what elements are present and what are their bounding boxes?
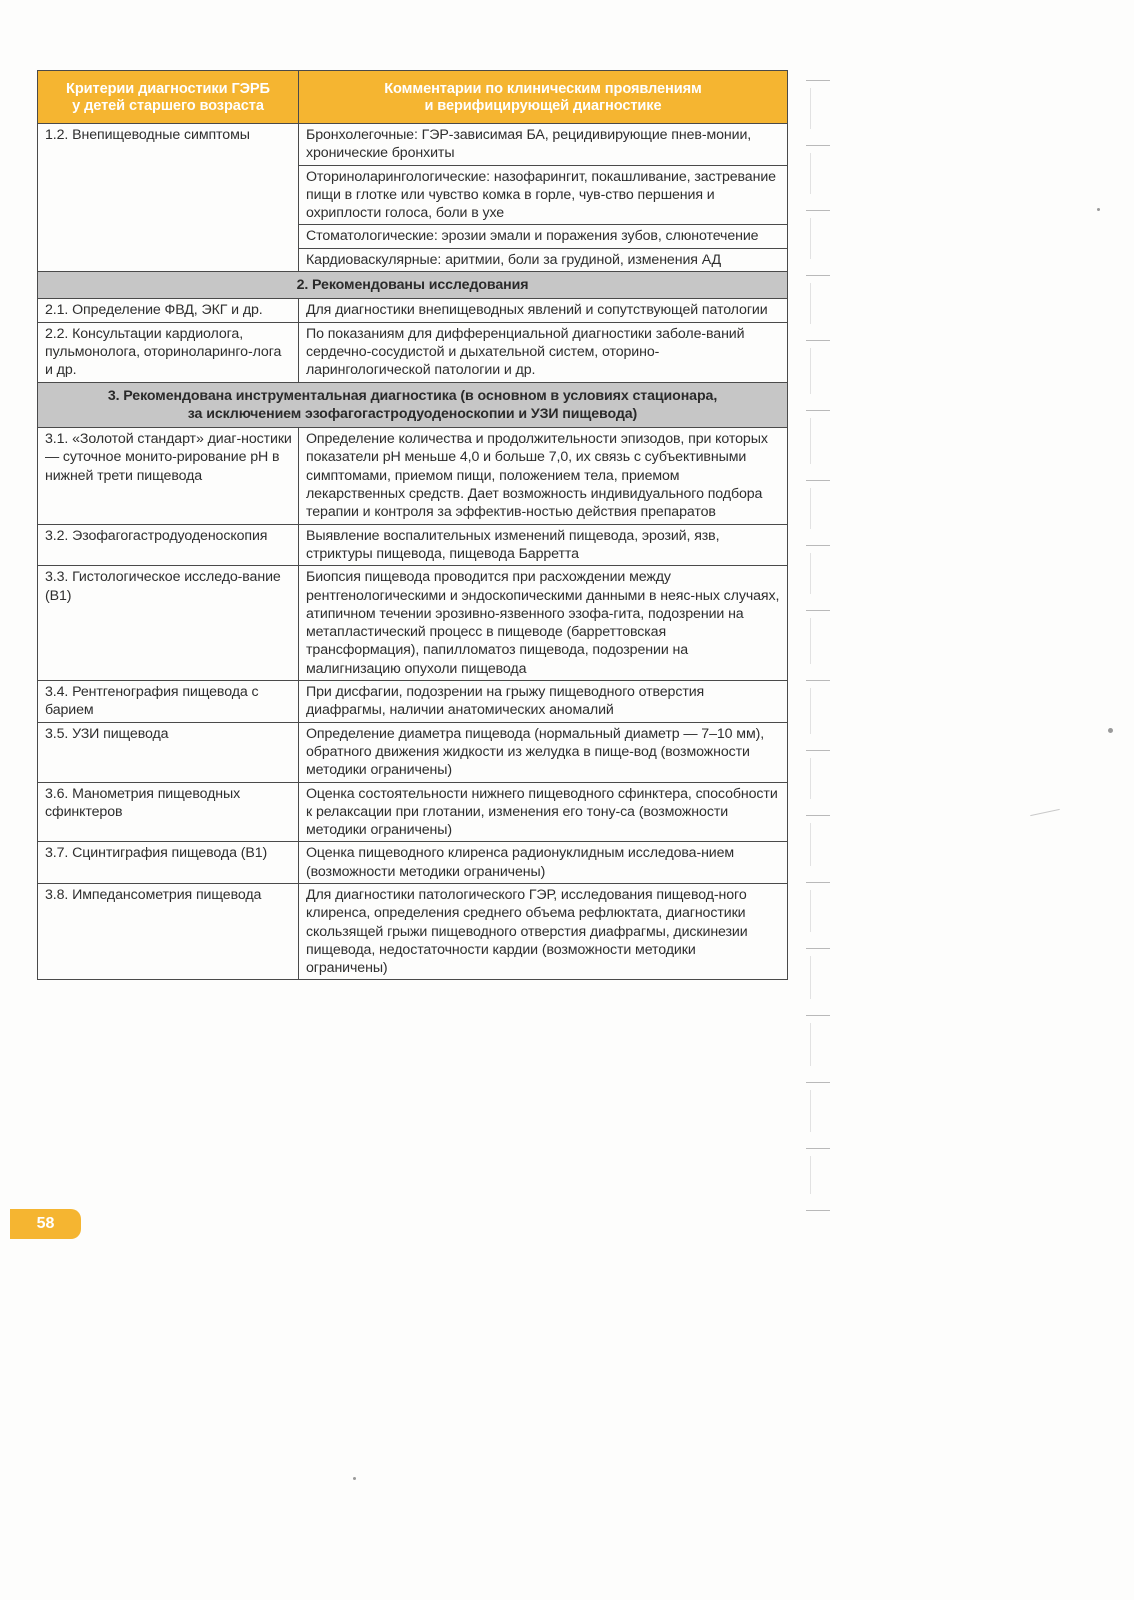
header-comments-line: и верифицирующей диагностике	[424, 98, 662, 114]
edge-tick	[806, 275, 830, 276]
criterion-cell: 3.3. Гистологическое исследо-вание (В1)	[38, 566, 299, 681]
comment-cell: Определение диаметра пищевода (нормальный диаметр — 7–10 мм), обратного движения жидкости из желудка в пище-вод (возможности методики ограничены)	[299, 722, 788, 782]
edge-tick	[806, 815, 830, 816]
edge-tick-box	[810, 688, 831, 734]
criterion-cell: 1.2. Внепищеводные симптомы	[38, 124, 299, 272]
comment-cell: Выявление воспалительных изменений пищевода, эрозий, язв, стриктуры пищевода, пищевода Барретта	[299, 524, 788, 566]
comment-cell: Для диагностики патологического ГЭР, исследования пищевод-ного клиренса, определения среднего объема рефлюктата, диагностики скользящей грыжи пищеводного отверстия диафрагмы, дискинезии пищевода, недостаточности кардии (возможности методики ограничены)	[299, 883, 788, 979]
section-header-row	[38, 272, 788, 299]
comment-cell: Кардиоваскулярные: аритмии, боли за грудиной, изменения АД	[299, 248, 788, 271]
header-comments	[299, 71, 788, 124]
comment-cell: При дисфагии, подозрении на грыжу пищеводного отверстия диафрагмы, наличии анатомических аномалий	[299, 681, 788, 723]
section-title-line: за исключением эзофагогастродуоденоскопии и УЗИ пищевода)	[187, 405, 638, 422]
edge-tick-box	[810, 488, 831, 529]
edge-tick	[806, 610, 830, 611]
comment-cell: Определение количества и продолжительности эпизодов, при которых показатели рН меньше 4,0 и больше 7,0, их связь с субъективными симптомами, приемом пищи, положением тела, приемом лекарственных средств. Дает возможность индивидуального подбора терапии и контроля за эффектив-ностью действия препаратов	[299, 428, 788, 524]
edge-tick	[806, 882, 830, 883]
edge-tick-box	[810, 890, 831, 932]
scan-stroke	[1030, 809, 1060, 816]
edge-tick	[806, 1082, 830, 1083]
comment-cell: Бронхолегочные: ГЭР-зависимая БА, рецидивирующие пнев-монии, хронические бронхиты	[299, 124, 788, 166]
table-row	[38, 681, 788, 723]
edge-tick	[806, 80, 830, 81]
edge-tick-box	[810, 1156, 831, 1194]
edge-tick-box	[810, 283, 831, 324]
edge-tick-box	[810, 1023, 831, 1066]
edge-tick-box	[810, 1090, 831, 1132]
comment-cell: По показаниям для дифференциальной диагностики заболе-ваний сердечно-сосудистой и дыхательной систем, оторино-ларингологической патологии и др.	[299, 322, 788, 382]
page-number-tab: 58	[10, 1209, 81, 1239]
table-row	[38, 299, 788, 322]
table-row	[38, 566, 788, 681]
criterion-cell: 3.5. УЗИ пищевода	[38, 722, 299, 782]
table-row	[38, 524, 788, 566]
edge-tick-box	[810, 758, 831, 799]
section-title-line: 3. Рекомендована инструментальная диагностика (в основном в условиях стационара,	[107, 387, 718, 404]
header-criteria-line: Критерии диагностики ГЭРБ	[66, 80, 270, 97]
criterion-cell: 3.8. Импедансометрия пищевода	[38, 883, 299, 979]
comment-cell: Стоматологические: эрозии эмали и поражения зубов, слюнотечение	[299, 225, 788, 248]
table-row	[38, 428, 788, 524]
edge-tick-box	[810, 618, 831, 664]
edge-tick	[806, 145, 830, 146]
table-header-row	[38, 71, 788, 124]
edge-tick-box	[810, 956, 831, 999]
table-row	[38, 883, 788, 979]
edge-tick-box	[810, 218, 831, 259]
edge-tick	[806, 545, 830, 546]
criterion-cell: 3.4. Рентгенография пищевода с барием	[38, 681, 299, 723]
edge-tick	[806, 948, 830, 949]
header-criteria-line: у детей старшего возраста	[72, 98, 264, 114]
comment-cell: Оториноларингологические: назофарингит, покашливание, застревание пищи в глотке или чувство комка в горле, чув-ство першения и охриплости голоса, боли в ухе	[299, 165, 788, 225]
edge-tick-box	[810, 823, 831, 866]
edge-tick	[806, 1015, 830, 1016]
header-comments-line: Комментарии по клиническим проявлениям	[384, 80, 702, 97]
edge-tick-box	[810, 348, 831, 394]
edge-tick	[806, 210, 830, 211]
edge-tick-box	[810, 153, 831, 194]
criterion-cell: 3.1. «Золотой стандарт» диаг-ностики — суточное монито-рирование рН в нижней трети пищевода	[38, 428, 299, 524]
table-row	[38, 782, 788, 842]
table-row	[38, 124, 788, 166]
comment-cell: Биопсия пищевода проводится при расхождении между рентгенологическими и эндоскопическими данными в неяс-ных случаях, атипичном течении эрозивно-язвенного эзофа-гита, подозрении на метапластический процесс в пищеводе (барреттовская трансформация), папилломатоз пищевода, подозрении на малигнизацию опухоли пищевода	[299, 566, 788, 681]
page-edge-marks	[806, 60, 834, 1240]
table-row	[38, 842, 788, 884]
table-row	[38, 322, 788, 382]
edge-tick-box	[810, 553, 831, 594]
diagnostic-criteria-table	[37, 70, 788, 980]
section-title: 2. Рекомендованы исследования	[38, 272, 788, 299]
criterion-cell: 3.6. Манометрия пищеводных сфинктеров	[38, 782, 299, 842]
criterion-cell: 2.2. Консультации кардиолога, пульмонолога, оториноларинго-лога и др.	[38, 322, 299, 382]
comment-cell: Для диагностики внепищеводных явлений и сопутствующей патологии	[299, 299, 788, 322]
edge-tick	[806, 340, 830, 341]
criterion-cell: 2.1. Определение ФВД, ЭКГ и др.	[38, 299, 299, 322]
scan-speck	[1097, 208, 1100, 211]
edge-tick	[806, 750, 830, 751]
edge-tick-box	[810, 418, 831, 464]
edge-tick	[806, 1210, 830, 1211]
edge-tick	[806, 1148, 830, 1149]
edge-tick-box	[810, 88, 831, 129]
comment-cell: Оценка пищеводного клиренса радионуклидным исследова-нием (возможности методики ограничены)	[299, 842, 788, 884]
edge-tick	[806, 680, 830, 681]
scan-speck	[353, 1477, 356, 1480]
comment-cell: Оценка состоятельности нижнего пищеводного сфинктера, способности к релаксации при глотании, изменения его тону-са (возможности методики ограничены)	[299, 782, 788, 842]
criterion-cell: 3.2. Эзофагогастродуоденоскопия	[38, 524, 299, 566]
criterion-cell: 3.7. Сцинтиграфия пищевода (В1)	[38, 842, 299, 884]
section-title	[38, 382, 788, 428]
section-header-row	[38, 382, 788, 428]
header-criteria	[38, 71, 299, 124]
edge-tick	[806, 410, 830, 411]
edge-tick	[806, 480, 830, 481]
table-row	[38, 722, 788, 782]
scan-speck	[1108, 728, 1113, 733]
